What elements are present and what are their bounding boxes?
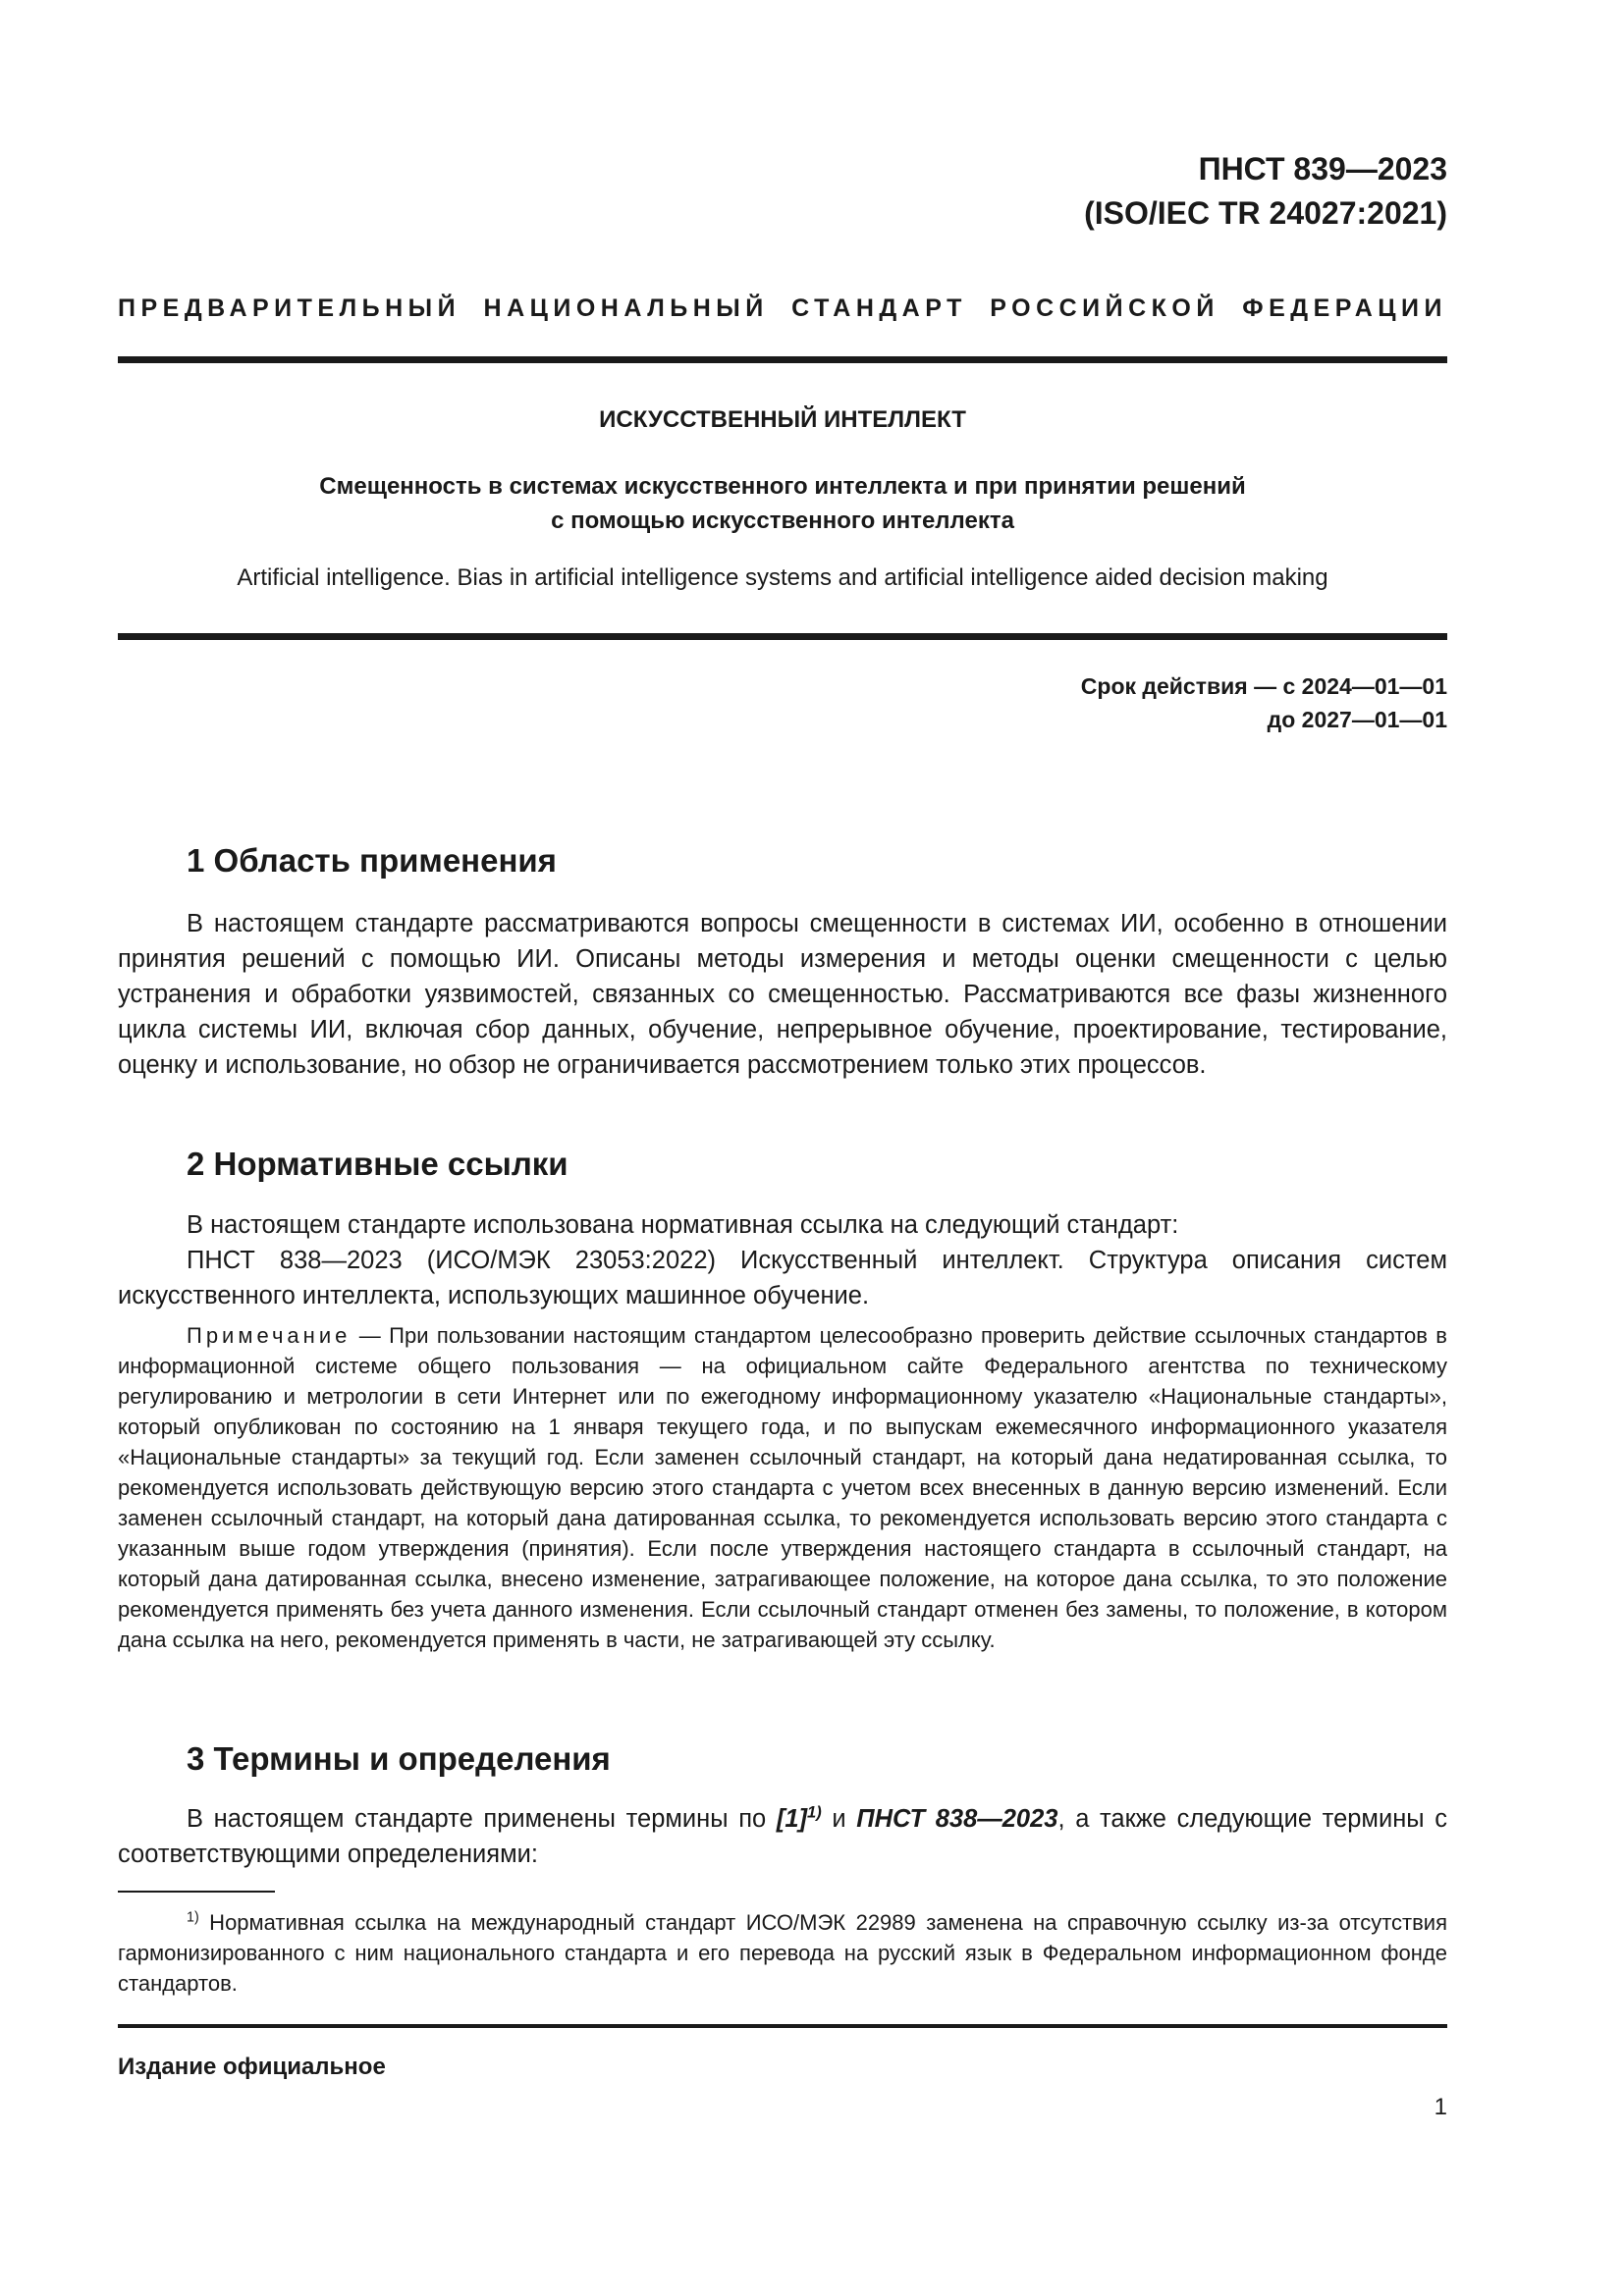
footer-rule bbox=[118, 2024, 1447, 2028]
section-2-body bbox=[118, 1207, 1447, 1313]
footnote-separator bbox=[118, 1891, 275, 1893]
bibliography-ref-1[interactable]: $[1]^{1)}$ bbox=[776, 1802, 822, 1833]
sub-title bbox=[118, 469, 1447, 538]
page-number: 1 bbox=[1434, 2094, 1447, 2120]
validity-period bbox=[118, 669, 1447, 736]
note-text: — При пользовании настоящим стандартом целесообразно проверить действие ссылочных стандартов в информационной системе общего пользования — на официальном сайте Федерального агентства по техническому регулированию и метрологии в сети Интернет или по ежегодному информационному указателю «Национальные стандарты», который опубликован по состоянию на 1 января текущего года, и по выпускам ежемесячного информационного указателя «Национальные стандарты» за текущий год. Если заменен ссылочный стандарт, на который дана недатированная ссылка, то рекомендуется использовать действующую версию этого стандарта с учетом всех внесенных в данную версию изменений. Если заменен ссылочный стандарт, на который дана датированная ссылка, то рекомендуется использовать версию этого стандарта с указанным выше годом утверждения (принятия). Если после утверждения настоящего стандарта в ссылочный стандарт, на который дана датированная ссылка, внесено изменение, затрагивающее положение, на которое дана ссылка, то это положение рекомендуется применять без учета данного изменения. Если ссылочный стандарт отменен без замены, то положение, в котором дана ссылка на него, рекомендуется применять в части, не затрагивающей эту ссылку. bbox=[118, 1323, 1447, 1652]
section-2-note bbox=[118, 1320, 1447, 1655]
section-3-body bbox=[118, 1801, 1447, 1872]
section-2-heading: 2 Нормативные ссылки bbox=[187, 1146, 568, 1182]
footnote-text: Нормативная ссылка на международный стандарт ИСО/МЭК 22989 заменена на справочную ссылку из-за отсутствия гармонизированного с ним национального стандарта и его перевода на русский язык в Федеральном информационном фонде стандартов. bbox=[118, 1910, 1447, 1996]
main-title: ИСКУССТВЕННЫЙ ИНТЕЛЛЕКТ bbox=[599, 406, 966, 433]
english-title: Artificial intelligence. Bias in artificial intelligence systems and artificial intelligence aided decision making bbox=[237, 564, 1328, 591]
section-1-body bbox=[118, 906, 1447, 1083]
standard-type: ПРЕДВАРИТЕЛЬНЫЙ НАЦИОНАЛЬНЫЙ СТАНДАРТ РОССИЙСКОЙ ФЕДЕРАЦИИ bbox=[118, 294, 1447, 322]
designation-number: ПНСТ 839—2023 bbox=[1198, 151, 1447, 187]
section-3-heading: 3 Термины и определения bbox=[187, 1740, 611, 1777]
validity-to: до 2027—01—01 bbox=[1267, 707, 1447, 732]
section-3-paragraph: В настоящем стандарте применены термины по $[1]^{1)}$ и ПНСТ 838—2023, а также следующие термины с соответствующими определениями: bbox=[118, 1802, 1448, 1868]
footnote-number: 1) bbox=[187, 1909, 199, 1926]
official-edition-label: Издание официальное bbox=[118, 2054, 386, 2080]
designation-international: (ISO/IEC TR 24027:2021) bbox=[1084, 195, 1447, 231]
validity-from: Срок действия — с 2024—01—01 bbox=[1080, 673, 1447, 699]
section-1-paragraph: В настоящем стандарте рассматриваются вопросы смещенности в системах ИИ, особенно в отношении принятия решений с помощью ИИ. Описаны методы измерения и методы оценки смещенности с целью устранения и обработки уязвимостей, связанных со смещенностью. Рассматриваются все фазы жизненного цикла системы ИИ, включая сбор данных, обучение, непрерывное обучение, проектирование, тестирование, оценку и использование, но обзор не ограничивается рассмотрением только этих процессов. bbox=[118, 910, 1447, 1079]
sub-title-line-1: Смещенность в системах искусственного интеллекта и при принятии решений bbox=[319, 473, 1246, 500]
note-label: Примечание bbox=[187, 1323, 352, 1348]
section-1-heading: 1 Область применения bbox=[187, 842, 557, 879]
document-designation bbox=[118, 147, 1447, 236]
section-2-paragraph-2: ПНСТ 838—2023 (ИСО/МЭК 23053:2022) Искусственный интеллект. Структура описания систем искусственного интеллекта, использующих машинное обучение. bbox=[118, 1247, 1447, 1309]
title-rule bbox=[118, 633, 1447, 640]
footnote-marker[interactable]: 1) bbox=[807, 1802, 822, 1822]
header-rule bbox=[118, 356, 1447, 363]
section-2-paragraph-1: В настоящем стандарте использована нормативная ссылка на следующий стандарт: bbox=[187, 1211, 1179, 1239]
standard-ref[interactable]: ПНСТ 838—2023 bbox=[856, 1805, 1058, 1833]
sub-title-line-2: с помощью искусственного интеллекта bbox=[551, 507, 1014, 534]
footnote bbox=[118, 1907, 1447, 1999]
